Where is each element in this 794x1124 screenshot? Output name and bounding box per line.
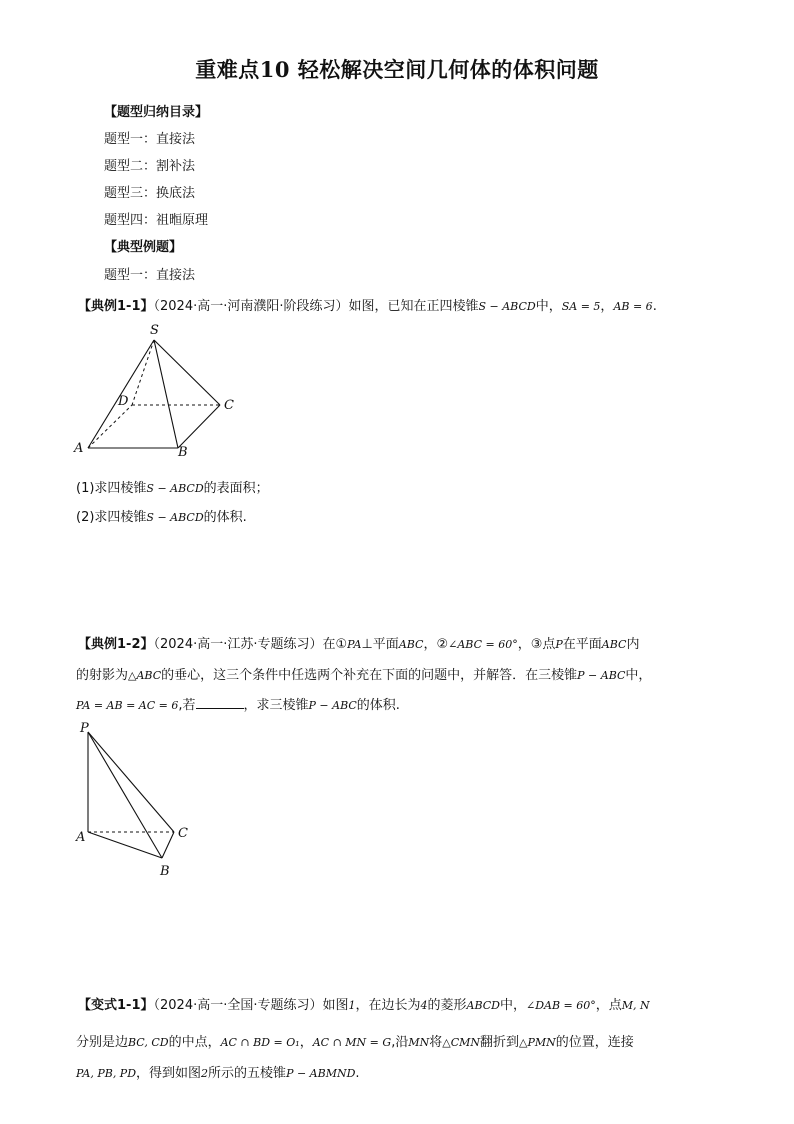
math-expr: ∠ABC = 60°: [448, 638, 518, 651]
text: 翻折到: [480, 1035, 520, 1050]
toc-item-3: 题型三：换底法: [104, 186, 196, 201]
math-expr: PA, PB, PD: [76, 1067, 137, 1080]
text: 将: [429, 1035, 443, 1050]
math-expr: P: [555, 638, 563, 651]
math-expr: S − ABCD: [146, 482, 204, 495]
math-expr: P − ABC: [308, 699, 357, 712]
text: ，在边长为: [355, 998, 421, 1013]
text: 的体积.: [356, 698, 400, 713]
example-1-2-line-3: [76, 694, 400, 713]
variation-tag: 【变式1-1】: [78, 998, 154, 1013]
vertex-label-d: D: [118, 394, 129, 409]
text: ,若: [178, 698, 196, 713]
math-expr: PA: [347, 638, 362, 651]
text: 的表面积；: [203, 481, 269, 496]
example-heading: 【典型例题】: [104, 240, 183, 255]
math-expr: ABC: [398, 638, 424, 651]
text: ，②: [423, 637, 449, 652]
text: .: [355, 1066, 360, 1081]
math-expr: SA = 5: [561, 300, 601, 313]
text: 的位置，连接: [555, 1035, 634, 1050]
text: ,沿: [391, 1035, 409, 1050]
math-expr: BC, CD: [128, 1036, 169, 1049]
answer-blank[interactable]: [196, 696, 244, 709]
text: ，: [600, 299, 614, 314]
math-expr: △ABC: [128, 669, 162, 682]
section-heading: 题型一：直接法: [104, 268, 196, 283]
text: (2)求四棱锥: [76, 510, 147, 525]
example-1-2-line-2: [76, 664, 651, 683]
text: （2024·高一·河南濮阳·阶段练习）如图，已知在正四棱锥: [153, 299, 479, 314]
text: ⊥平面: [361, 637, 399, 652]
math-expr: ABCD: [466, 999, 500, 1012]
example-tag: 【典例1-2】: [78, 637, 154, 652]
text: 在平面: [562, 637, 602, 652]
math-expr: P − ABC: [577, 669, 626, 682]
text: 所示的五棱锥: [208, 1066, 287, 1081]
text: ，: [299, 1035, 313, 1050]
text: 的体积.: [203, 510, 247, 525]
text: .: [652, 299, 657, 314]
math-expr: MN: [408, 1036, 430, 1049]
math-expr: M, N: [621, 999, 650, 1012]
vertex-label-p: P: [80, 721, 89, 736]
vertex-label-s: S: [150, 323, 159, 338]
math-expr: ABC: [601, 638, 627, 651]
text: 的中点，: [168, 1035, 221, 1050]
toc-item-2: 题型二：割补法: [104, 159, 196, 174]
text: ，得到如图: [136, 1066, 202, 1081]
text: 的垂心，这三个条件中任选两个补充在下面的问题中，并解答．在三棱锥: [161, 668, 578, 683]
text: （2024·高一·江苏·专题练习）在①: [153, 637, 348, 652]
text: 的射影为: [76, 668, 129, 683]
example-1-1-statement: [78, 295, 657, 314]
math-expr: △PMN: [519, 1036, 556, 1049]
math-expr: ∠DAB = 60°: [526, 999, 596, 1012]
text: ，③点: [517, 637, 556, 652]
variation-1-1-line-2: [76, 1031, 634, 1050]
text: ，求三棱锥: [243, 698, 309, 713]
math-expr: AB = 6: [613, 300, 653, 313]
text: 内: [626, 637, 640, 652]
text: 中，: [625, 668, 652, 683]
vertex-label-a: A: [76, 830, 86, 845]
math-expr: S − ABCD: [478, 300, 536, 313]
text: 分别是边: [76, 1035, 129, 1050]
math-expr: AC ∩ BD = O₁: [220, 1036, 300, 1049]
math-expr: △CMN: [442, 1036, 480, 1049]
page-title: 重难点10 轻松解决空间几何体的体积问题: [195, 57, 599, 82]
text: 的菱形: [427, 998, 467, 1013]
math-expr: AC ∩ MN = G: [312, 1036, 392, 1049]
tetrahedron-figure: [70, 720, 200, 882]
math-expr: S − ABCD: [146, 511, 204, 524]
math-expr: PA = AB = AC = 6: [76, 699, 179, 712]
vertex-label-a: A: [74, 441, 84, 456]
question-2: [76, 506, 247, 525]
vertex-label-c: C: [178, 826, 188, 841]
toc-item-1: 题型一：直接法: [104, 132, 196, 147]
text: ，点: [595, 998, 622, 1013]
text: （2024·高一·全国·专题练习）如图: [153, 998, 349, 1013]
math-expr: 1: [348, 999, 356, 1012]
text: 中，: [499, 998, 526, 1013]
vertex-label-b: B: [160, 864, 170, 879]
example-1-2-line-1: [78, 633, 639, 652]
text: 中，: [535, 299, 562, 314]
pyramid-figure: [70, 318, 250, 460]
toc-heading: 【题型归纳目录】: [104, 105, 209, 120]
math-expr: P − ABMND: [286, 1067, 356, 1080]
variation-1-1-line-3: [76, 1062, 360, 1081]
variation-1-1-line-1: [78, 994, 650, 1013]
question-1: [76, 477, 269, 496]
math-expr: 2: [201, 1067, 209, 1080]
math-expr: 4: [420, 999, 428, 1012]
text: (1)求四棱锥: [76, 481, 147, 496]
toc-item-4: 题型四：祖暅原理: [104, 213, 209, 228]
vertex-label-c: C: [224, 398, 234, 413]
example-tag: 【典例1-1】: [78, 299, 154, 314]
vertex-label-b: B: [178, 445, 188, 460]
